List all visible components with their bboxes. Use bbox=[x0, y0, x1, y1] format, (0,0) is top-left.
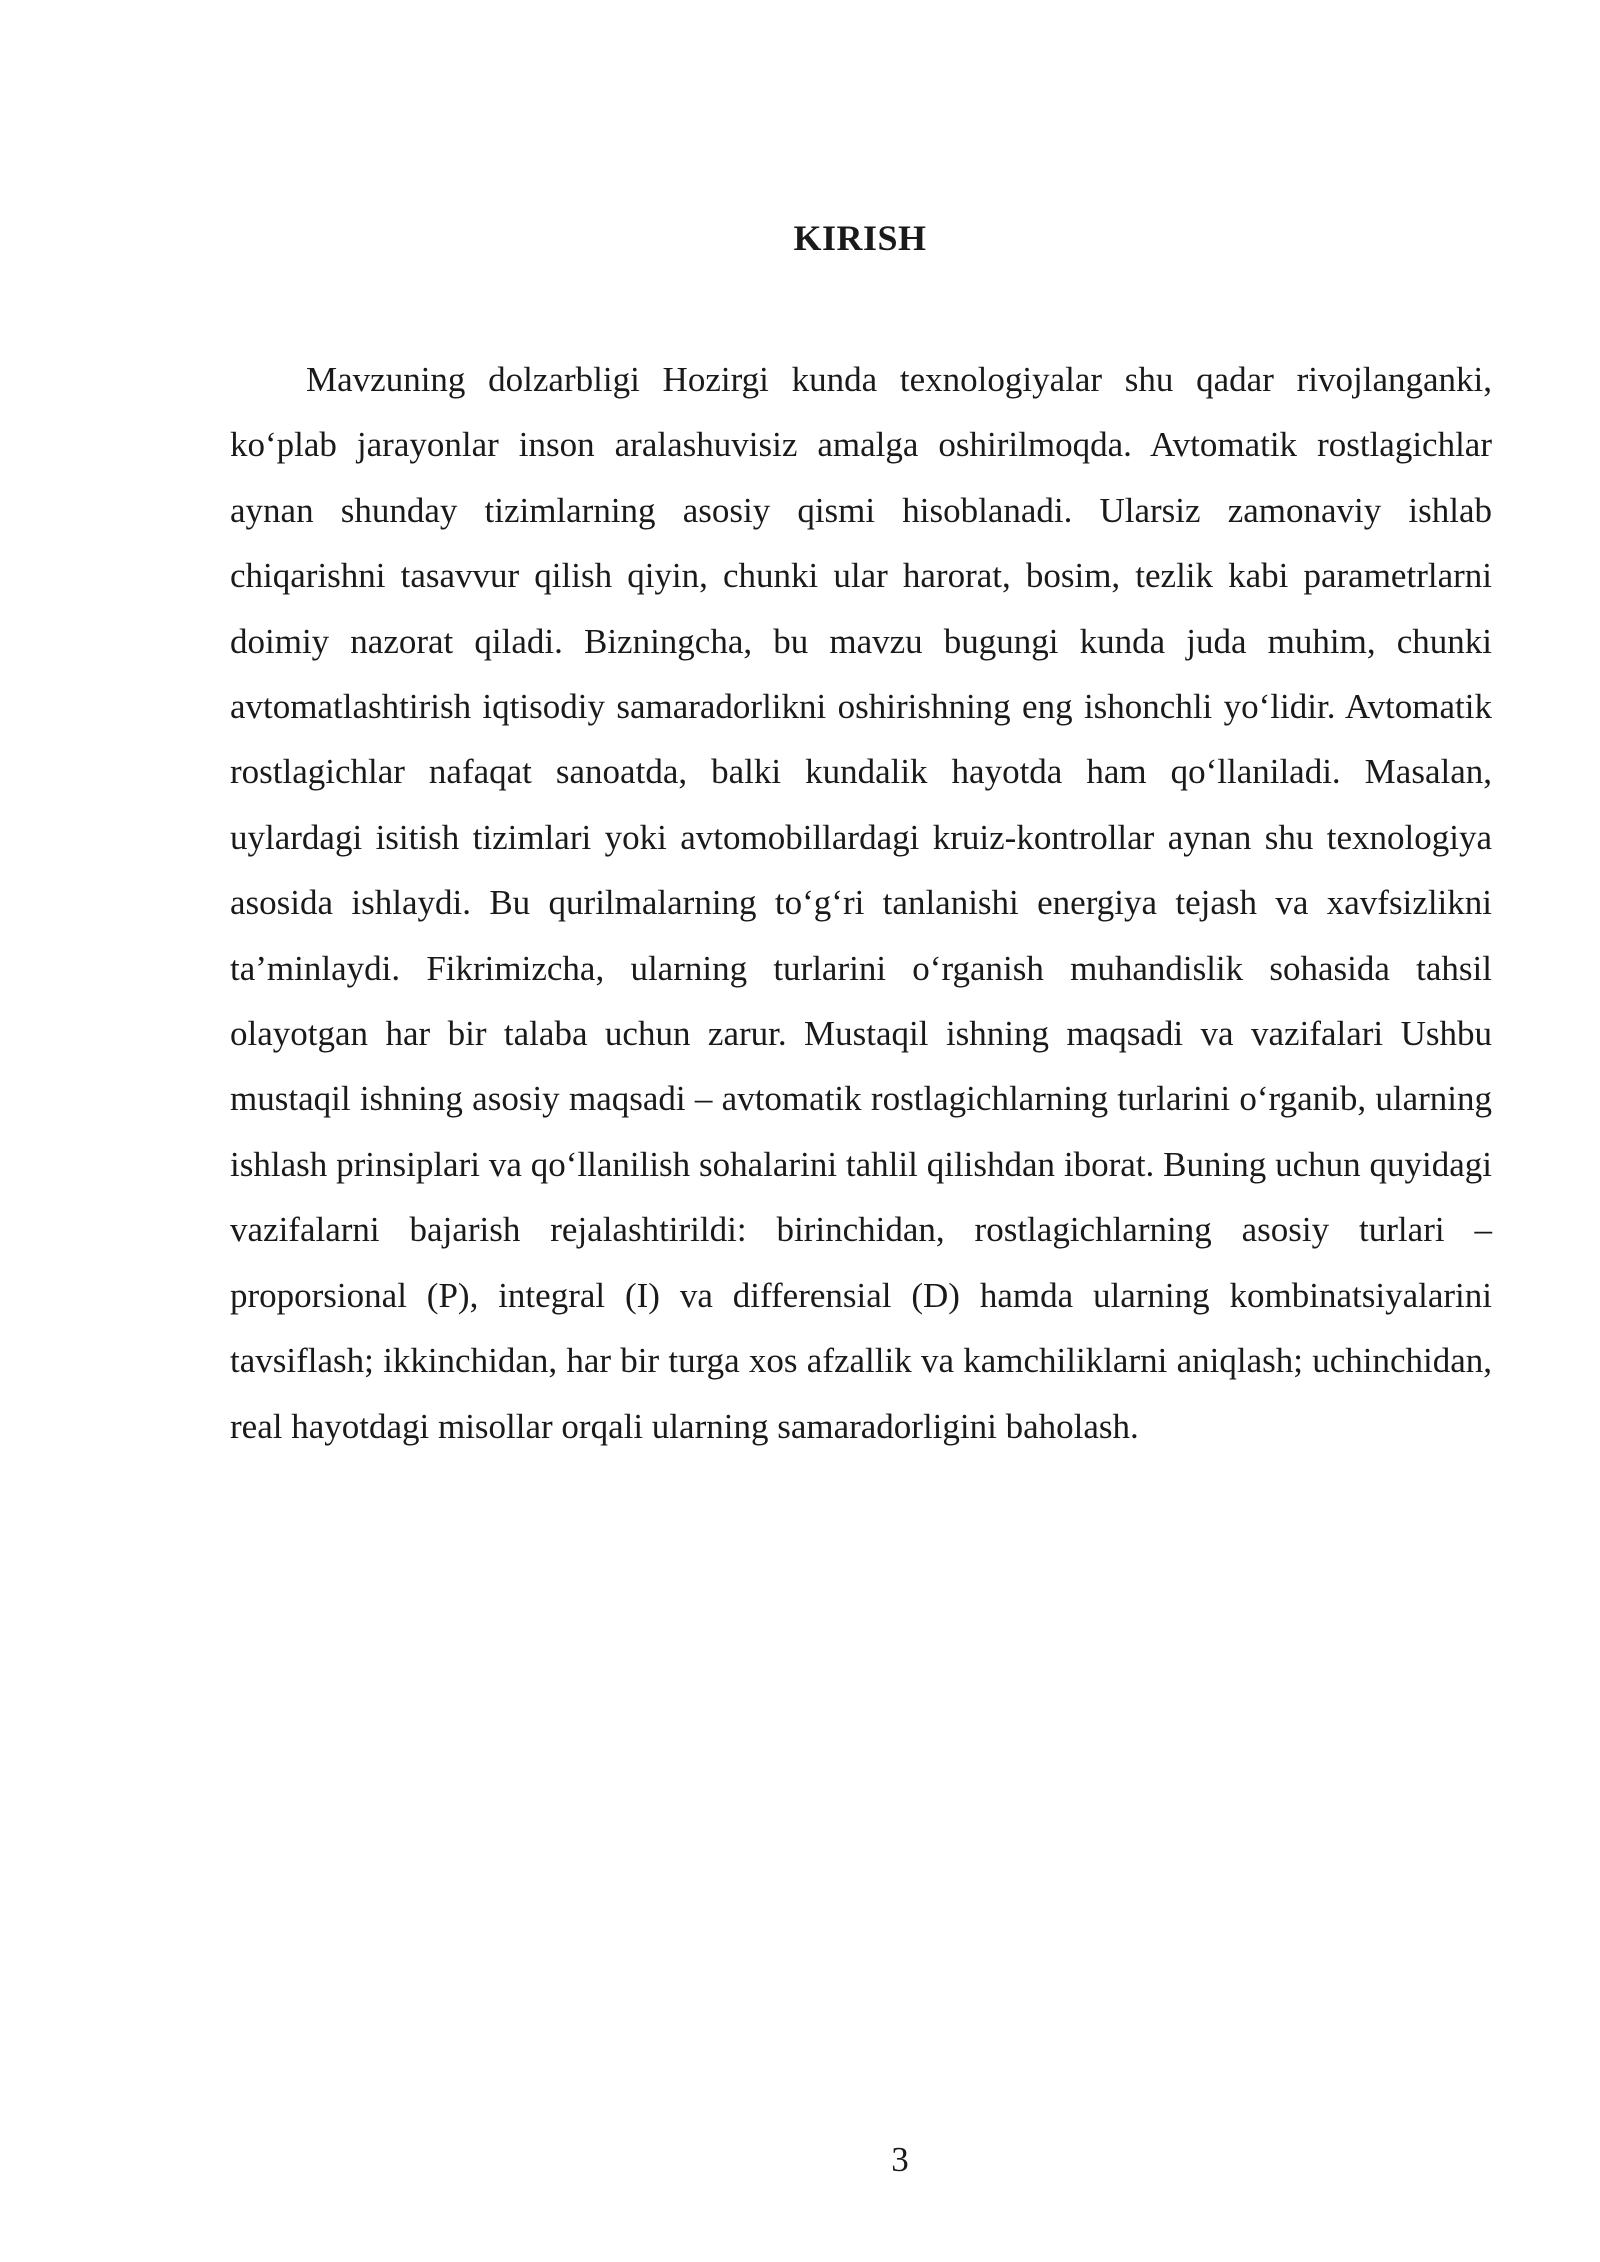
page-number: 3 bbox=[891, 2140, 909, 2179]
body-paragraph: Mavzuning dolzarbligi Hozirgi kunda texnologiyalar shu qadar rivojlanganki, ko‘plab jarayonlar inson aralashuvisiz amalga oshirilmoqda. Avtomatik rostlagichlar aynan shunday tizimlarning asosiy qismi hisoblanadi. Ularsiz zamonaviy ishlab chiqarishni tasavvur qilish qiyin, chunki ular harorat, bosim, tezlik kabi parametrlarni doimiy nazorat qiladi. Bizningcha, bu mavzu bugungi kunda juda muhim, chunki avtomatlashtirish iqtisodiy samaradorlikni oshirishning eng ishonchli yo‘lidir. Avtomatik rostlagichlar nafaqat sanoatda, balki kundalik hayotda ham qo‘llaniladi. Masalan, uylardagi isitish tizimlari yoki avtomobillardagi kruiz-kontrollar aynan shu texnologiya asosida ishlaydi. Bu qurilmalarning to‘g‘ri tanlanishi energiya tejash va xavfsizlikni ta’minlaydi. Fikrimizcha, ularning turlarini o‘rganish muhandislik sohasida tahsil olayotgan har bir talaba uchun zarur. Mustaqil ishning maqsadi va vazifalari Ushbu mustaqil ishning asosiy maqsadi – avtomatik rostlagichlarning turlarini o‘rganib, ularning ishlash prinsiplari va qo‘llanilish sohalarini tahlil qilishdan iborat. Buning uchun quyidagi vazifalarni bajarish rejalashtirildi: birinchidan, rostlagichlarning asosiy turlari – proporsional (P), integral (I) va differensial (D) hamda ularning kombinatsiyalarini tavsiflash; ikkinchidan, har bir turga xos afzallik va kamchiliklarni aniqlash; uchinchidan, real hayotdagi misollar orqali ularning samaradorligini baholash. bbox=[230, 360, 1492, 1446]
page-title: KIRISH bbox=[793, 218, 927, 258]
